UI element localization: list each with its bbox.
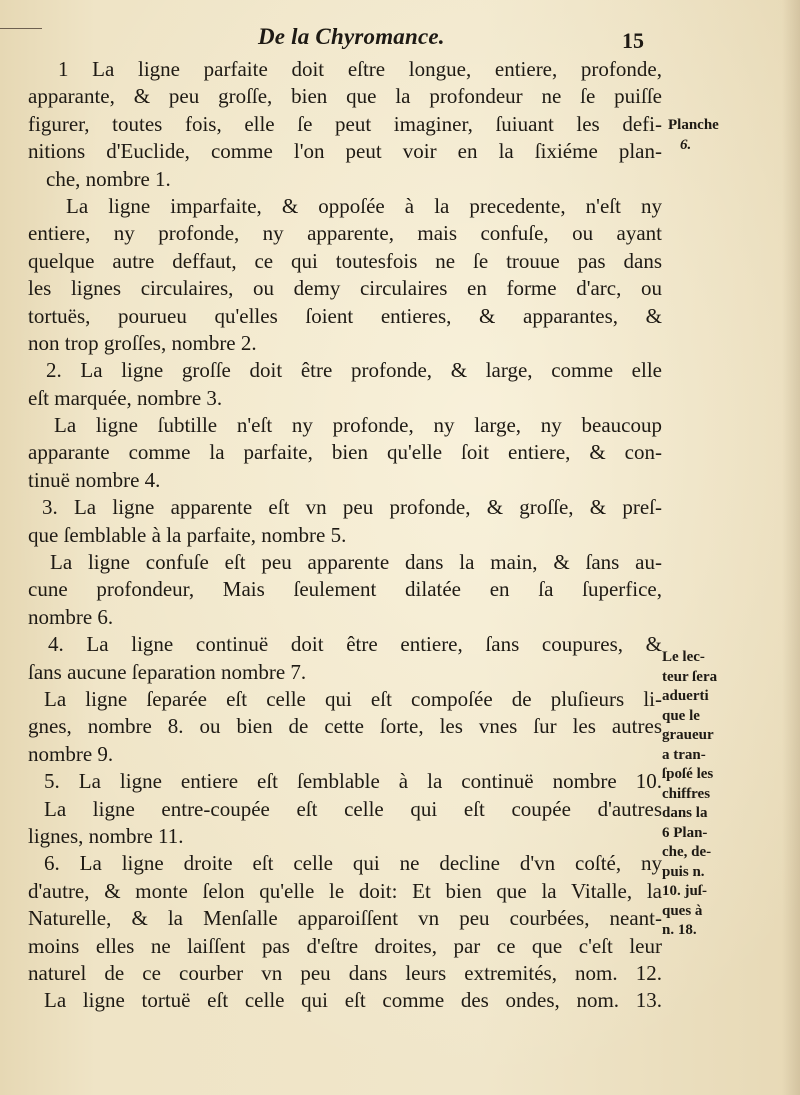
text-line: 1 La ligne parfaite doit eſtre longue, entiere, profonde, — [58, 57, 662, 81]
margin-note-planche — [668, 116, 742, 155]
text-line: Naturelle, & la Menſalle apparoiſſent vn peu courbées, neant- — [28, 906, 662, 931]
text-line: 4. La ligne continuë doit être entiere, ſans coupures, & — [48, 632, 662, 657]
margin-note-line: graueur — [662, 727, 714, 743]
text-line: apparante comme la parfaite, bien qu'elle ſoit entiere, & con- — [28, 440, 662, 465]
margin-note-line: che, de- — [662, 844, 712, 860]
text-line: La ligne ſeparée eſt celle qui eſt compoſée de pluſieurs li- — [44, 686, 662, 711]
text-line: La ligne confuſe eſt peu apparente dans la main, & ſans au- — [50, 550, 662, 575]
text-line: 6. La ligne droite eſt celle qui ne decline d'vn coſté, ny — [44, 851, 662, 876]
top-rule — [0, 28, 42, 29]
text-line: La ligne imparfaite, & oppoſée à la precedente, n'eſt ny — [66, 193, 662, 218]
text-line: eſt marquée, nombre 3. — [28, 385, 223, 410]
margin-note-line: Le lec- — [662, 649, 705, 665]
margin-note-line: chiffres — [662, 785, 711, 802]
text-line: entiere, ny profonde, ny apparente, mais confuſe, ou ayant — [28, 221, 662, 246]
text-line: gnes, nombre 8. ou bien de cette ſorte, les vnes ſur les autres — [28, 714, 662, 739]
margin-note-line: puis n. — [662, 863, 705, 880]
margin-note-line: que le — [662, 707, 700, 724]
text-line: non trop groſſes, nombre 2. — [28, 330, 257, 355]
text-line: nombre 9. — [28, 741, 114, 766]
text-line: 2. La ligne groſſe doit être profonde, & large, comme elle — [46, 358, 662, 383]
margin-note-line: teur ſera — [662, 668, 718, 685]
page-edge-shadow — [782, 0, 800, 1095]
margin-note-line: 10. juſ- — [662, 883, 707, 899]
text-line: che, nombre 1. — [46, 166, 171, 191]
text-line: cune profondeur, Mais ſeulement dilatée en ſa ſuperfice, — [28, 577, 662, 602]
text-line: tortuës, pourueu qu'elles ſoient entieres, & apparantes, & — [28, 303, 662, 328]
margin-note-line: a tran- — [662, 746, 706, 763]
text-line: d'autre, & monte ſelon qu'elle le doit: Et bien que la Vitalle, la — [28, 878, 662, 903]
text-line: nitions d'Euclide, comme l'on peut voir en la ſixiéme plan- — [28, 139, 662, 164]
text-line: La ligne ſubtille n'eſt ny profonde, ny large, ny beaucoup — [54, 413, 662, 438]
text-line: 5. La ligne entiere eſt ſemblable à la continuë nombre 10. — [44, 769, 662, 794]
margin-note-lecteur — [662, 648, 732, 941]
text-line: naturel de ce courber vn peu dans leurs extremités, nom. 12. — [28, 960, 662, 985]
text-line: lignes, nombre 11. — [28, 823, 184, 848]
text-line: moins elles ne laiſſent pas d'eſtre droites, par ce que c'eſt leur — [28, 933, 662, 958]
text-line: figurer, toutes fois, elle ſe peut imaginer, ſuiuant les defi- — [28, 111, 662, 136]
running-head: De la Chyromance. — [258, 24, 445, 49]
text-line: La ligne tortuë eſt celle qui eſt comme des ondes, nom. 13. — [44, 988, 662, 1013]
margin-note-line: dans la — [662, 805, 708, 821]
text-line: quelque autre deffaut, ce qui toutesfois ne ſe trouue pas dans — [28, 248, 662, 273]
margin-note-line: 6 Plan- — [662, 824, 708, 841]
text-line: ſans aucune ſeparation nombre 7. — [28, 659, 307, 684]
margin-note-line: n. 18. — [662, 922, 697, 938]
page-number: 15 — [622, 28, 644, 53]
text-line: 3. La ligne apparente eſt vn peu profonde, & groſſe, & preſ- — [42, 495, 662, 520]
text-line: nombre 6. — [28, 604, 114, 629]
margin-note-line: ques à — [662, 902, 703, 919]
margin-note-line: ſpoſé les — [662, 766, 714, 782]
text-line: les lignes circulaires, ou demy circulaires en forme d'arc, ou — [28, 276, 662, 301]
text-line: tinuë nombre 4. — [28, 467, 161, 492]
margin-note-line: Planche — [668, 117, 719, 133]
margin-note-line: 6. — [680, 136, 692, 153]
margin-note-line: aduerti — [662, 688, 709, 704]
body-text — [28, 56, 662, 1015]
text-line: La ligne entre-coupée eſt celle qui eſt coupée d'autres — [44, 796, 662, 821]
text-line: apparante, & peu groſſe, bien que la profondeur ne ſe puiſſe — [28, 84, 662, 109]
text-line: que ſemblable à la parfaite, nombre 5. — [28, 522, 347, 547]
